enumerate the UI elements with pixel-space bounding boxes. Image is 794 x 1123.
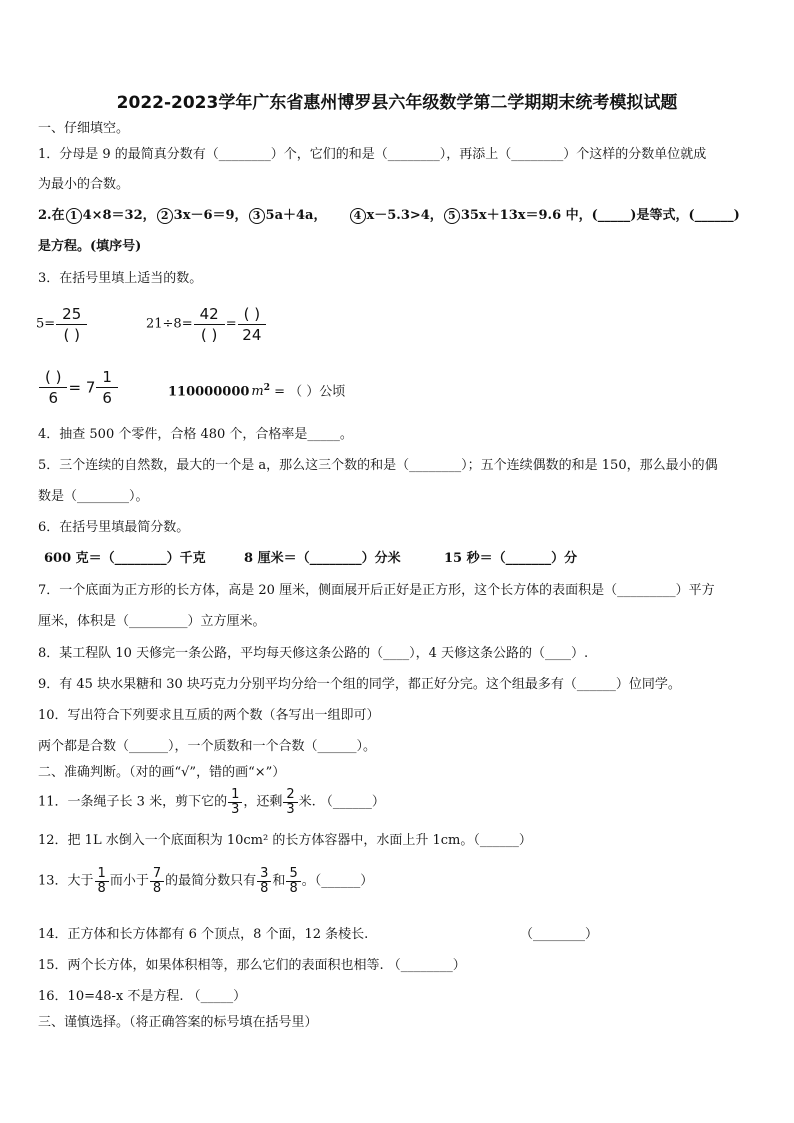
section-heading-judgement: 二、准确判断。（对的画“√”，错的画“×”）: [38, 765, 286, 780]
fraction-1-over-6: [96, 367, 118, 408]
circled-number-5: 5: [444, 208, 460, 224]
denominator: 3: [286, 802, 295, 817]
question-5-line-2: 数是（________）。: [38, 489, 149, 504]
question-2-line-2: 是方程。(填序号): [38, 239, 142, 254]
section-heading-fill-in: 一、仔细填空。: [38, 121, 130, 136]
numerator: 1: [228, 788, 242, 803]
question-1-line-1: 1．分母是 9 的最简真分数有（________）个，它们的和是（________），再添上（________）个这样的分数单位就成: [38, 147, 707, 162]
circled-number-1: 1: [66, 208, 82, 224]
question-2-prefix: 2.在: [38, 208, 65, 223]
question-4: 4．抽查 500 个零件，合格 480 个，合格率是_____。: [38, 427, 353, 442]
fraction-blank-over-6: [39, 367, 67, 408]
numerator: 5: [286, 867, 300, 882]
numerator: 2: [283, 788, 297, 803]
circled-number-3: 3: [249, 208, 265, 224]
fraction-42-over-blank: [194, 304, 225, 345]
question-10-line-2: 两个都是合数（______），一个质数和一个合数（______）。: [38, 739, 377, 754]
numerator: ( ): [39, 367, 67, 388]
circled-number-2: 2: [157, 208, 173, 224]
numerator: 1: [96, 367, 118, 388]
question-12: 12．把 1L 水倒入一个底面积为 10cm² 的长方体容器中，水面上升 1cm。（______）: [38, 833, 532, 848]
question-3-text: 3．在括号里填上适当的数。: [38, 271, 203, 286]
denominator: 8: [97, 881, 106, 896]
q11-text-c: 米. （______）: [298, 794, 385, 810]
expr-2: 3x－6＝9，: [173, 208, 248, 223]
q11-text-a: 11．一条绳子长 3 米，剪下它的: [38, 794, 228, 810]
denominator: 24: [242, 326, 262, 344]
denominator: ( ): [63, 326, 80, 344]
fraction-3-over-8: [257, 867, 271, 896]
equals-sign: =: [225, 316, 237, 332]
question-10-line-1: 10．写出符合下列要求且互质的两个数（各写出一组即可）: [38, 708, 380, 723]
q11-text-b: ，还剩: [243, 794, 283, 810]
question-6-item-a: 600 克＝（________）千克: [44, 551, 206, 566]
denominator: ( ): [200, 326, 218, 344]
item-b-left: 21÷8=: [146, 316, 193, 332]
question-7-line-2: 厘米，体积是（_________）立方厘米。: [38, 614, 266, 629]
circled-number-4: 4: [350, 208, 366, 224]
numerator: 25: [56, 304, 87, 325]
numerator: 7: [150, 867, 164, 882]
denominator: 3: [231, 802, 240, 817]
q13-text-c: 的最简分数只有: [165, 873, 257, 889]
area-unit-exponent: 2: [263, 383, 271, 393]
question-14-text: 14．正方体和长方体都有 6 个顶点，8 个面，12 条棱长.: [38, 927, 369, 942]
question-3-item-d: [168, 379, 345, 401]
fraction-1-over-8: [95, 867, 109, 896]
question-6-item-c: 15 秒＝（_______）分: [444, 551, 578, 566]
question-7-line-1: 7．一个底面为正方形的长方体，高是 20 厘米，侧面展开后正好是正方形，这个长方体的表面积是（_________）平方: [38, 583, 715, 598]
item-a-left: 5=: [36, 316, 56, 332]
question-3-item-b: [146, 304, 267, 345]
denominator: 6: [48, 389, 59, 407]
fraction-25-over-blank: [56, 304, 87, 345]
denominator: 8: [260, 881, 269, 896]
question-13: [38, 867, 373, 896]
fraction-7-over-8: [150, 867, 164, 896]
question-2-line-1: [38, 207, 740, 225]
fraction-5-over-8: [286, 867, 300, 896]
question-14-answer-blank: （________）: [520, 927, 599, 942]
question-5-line-1: 5．三个连续的自然数，最大的一个是 a，那么这三个数的和是（________）；五个连续偶数的和是 150，那么最小的偶: [38, 458, 718, 473]
q13-text-e: 。（______）: [301, 873, 374, 889]
area-conversion-rest: = （ ）公顷: [270, 384, 346, 400]
numerator: 1: [95, 867, 109, 882]
denominator: 6: [102, 389, 112, 407]
question-6-item-b: 8 厘米＝（________）分米: [244, 551, 401, 566]
mixed-number-whole: = 7: [68, 378, 96, 397]
q13-text-b: 而小于: [109, 873, 149, 889]
question-3-item-a: [36, 304, 88, 345]
section-heading-multiple-choice: 三、谨慎选择。（将正确答案的标号填在括号里）: [38, 1015, 318, 1030]
expr-5: 35x＋13x＝9.6 中，(_____)是等式，(______): [460, 208, 740, 223]
fraction-blank-over-24: [238, 304, 266, 345]
question-16: 16．10=48-x 不是方程. （_____）: [38, 989, 247, 1004]
q13-text-d: 和: [272, 873, 286, 889]
question-1-line-2: 为最小的合数。: [38, 177, 130, 192]
denominator: 8: [152, 881, 162, 896]
page-title: 2022-2023学年广东省惠州博罗县六年级数学第二学期期末统考模拟试题: [116, 93, 678, 113]
area-unit: m: [251, 384, 264, 400]
numerator: 3: [257, 867, 271, 882]
numerator: 42: [194, 304, 225, 325]
q13-text-a: 13．大于: [38, 873, 94, 889]
question-11: [38, 788, 385, 817]
question-6-text: 6．在括号里填最简分数。: [38, 520, 190, 535]
expr-1: 4×8＝32，: [82, 208, 156, 223]
question-15: 15．两个长方体，如果体积相等，那么它们的表面积也相等. （________）: [38, 958, 466, 973]
expr-4: x－5.3>4，: [366, 208, 443, 223]
question-8: 8．某工程队 10 天修完一条公路，平均每天修这条公路的（____），4 天修这条公路的（____）.: [38, 646, 589, 661]
area-value: 110000000: [168, 384, 250, 400]
denominator: 8: [289, 881, 298, 896]
numerator: ( ): [238, 304, 266, 325]
fraction-1-over-3: [228, 788, 242, 817]
expr-3: 5a＋4a，: [265, 208, 327, 223]
question-9: 9．有 45 块水果糖和 30 块巧克力分别平均分给一个组的同学，都正好分完。这个组最多有（______）位同学。: [38, 677, 681, 692]
fraction-2-over-3: [283, 788, 297, 817]
question-3-item-c: [38, 367, 119, 408]
